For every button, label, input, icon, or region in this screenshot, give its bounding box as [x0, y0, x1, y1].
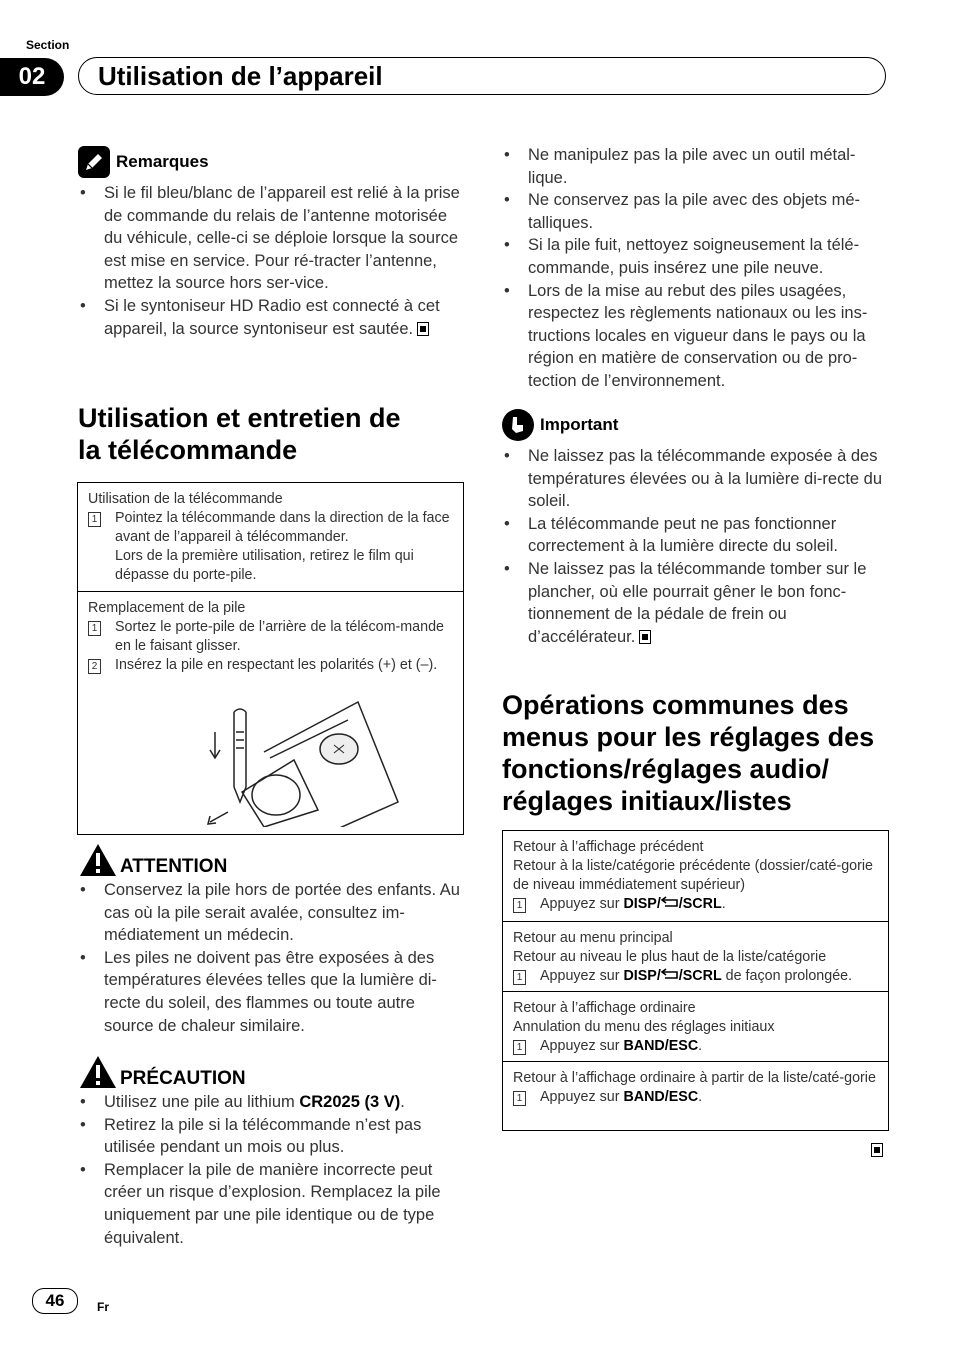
step-number: 1: [88, 621, 101, 636]
list-item: • La télécommande peut ne pas fonctionner correctement à la lumière directe du soleil.: [502, 513, 890, 558]
remarques-heading: [78, 146, 463, 178]
precaution-title: PRÉCAUTION: [120, 1068, 246, 1089]
list-item: • Lors de la mise au rebut des piles usagées, respectez les règlements nationaux ou les ins-tructions locales en vigueur dans le pays ou la région en matière de conservation ou de pro-tection de l’environnement.: [502, 280, 890, 393]
warning-triangle-icon: [78, 842, 118, 878]
precaution-block: [78, 1054, 468, 1249]
list-item: • Si le fil bleu/blanc de l’appareil est relié à la prise de commande du relais de l’antenne motorisée du véhicule, celle-ci se déploie lorsque la source est mise en service. Pour ré-tracter l’antenne, mettez la source hors ser-vice.: [78, 182, 463, 295]
important-block: [502, 409, 890, 648]
warning-triangle-icon: [78, 1054, 118, 1090]
battery-replacement-illustration: [198, 692, 438, 827]
end-mark-icon: [639, 630, 651, 644]
attention-heading: [78, 842, 468, 878]
battery-handling-block: [502, 144, 890, 393]
operation-cell: Retour à l’affichage ordinaire à partir de la liste/caté-gorie 1 Appuyez sur BAND/ESC.: [503, 1061, 888, 1130]
operations-title: Opérations communes des menus pour les réglages des fonctions/réglages audio/ réglages initiaux/listes: [502, 690, 875, 816]
step-number: 1: [88, 512, 101, 527]
step-number: 1: [513, 898, 526, 913]
important-hand-icon: [502, 409, 534, 441]
list-item: • Ne laissez pas la télécommande tomber sur le plancher, où elle pourrait gêner le bon fonc-tionnement de la pédale de frein ou d’accélérateur.: [502, 558, 890, 648]
precaution-heading: [78, 1054, 468, 1090]
procedure-step: 1 Sortez le porte-pile de l’arrière de la télécom-mande en le faisant glisser.: [88, 618, 453, 656]
end-mark-icon: [417, 322, 429, 336]
return-arrow-icon: [661, 896, 679, 908]
end-mark-icon: [871, 1143, 883, 1157]
battery-handling-list: [502, 144, 890, 393]
precaution-list: [78, 1091, 468, 1249]
list-item: • Utilisez une pile au lithium CR2025 (3 V).: [78, 1091, 468, 1114]
important-heading: [502, 409, 890, 441]
section-label: Section: [26, 38, 70, 52]
pencil-icon: [78, 146, 110, 178]
list-item: • Retirez la pile si la télécommande n’est pas utilisée pendant un mois ou plus.: [78, 1114, 468, 1159]
operation-cell: Retour à l’affichage ordinaire Annulation du menu des réglages initiaux 1 Appuyez sur BAND/ESC.: [503, 991, 888, 1061]
step-number: 2: [88, 659, 101, 674]
list-item: • Si le syntoniseur HD Radio est connecté à cet appareil, la source syntoniseur est sautée.: [78, 295, 463, 340]
procedure-cell: [78, 591, 463, 834]
procedure-cell: [78, 483, 463, 591]
list-item: • Conservez la pile hors de portée des enfants. Au cas où la pile serait avalée, consultez im-médiatement un médecin.: [78, 879, 468, 947]
operations-table: [502, 830, 889, 1131]
step-number: 1: [513, 970, 526, 985]
step-number: 1: [513, 1040, 526, 1055]
attention-block: [78, 842, 468, 1037]
entretien-title: Utilisation et entretien de la télécommande: [78, 403, 401, 465]
list-item: • Ne laissez pas la télécommande exposée à des températures élevées ou à la lumière di-recte du soleil.: [502, 445, 890, 513]
remarques-list: [78, 182, 463, 340]
list-item: • Remplacer la pile de manière incorrecte peut créer un risque d’explosion. Remplacez la pile uniquement par une pile identique ou de type équivalent.: [78, 1159, 468, 1249]
procedure-step: 2 Insérez la pile en respectant les polarités (+) et (–).: [88, 656, 453, 675]
remarques-block: [78, 146, 463, 340]
important-list: [502, 445, 890, 648]
list-item: • Les piles ne doivent pas être exposées à des températures élevées telles que la lumière di-recte du soleil, des flammes ou toute autre source de chaleur similaire.: [78, 947, 468, 1037]
section-title: Utilisation de l’appareil: [98, 61, 383, 91]
entretien-procedure-box: [77, 482, 464, 835]
procedure-heading: Utilisation de la télécommande: [88, 491, 283, 507]
step-number: 1: [513, 1091, 526, 1106]
section-number: 02: [0, 58, 64, 96]
list-item: • Ne conservez pas la pile avec des objets mé-talliques.: [502, 189, 890, 234]
return-arrow-icon: [661, 968, 679, 980]
language-code: Fr: [97, 1300, 109, 1314]
attention-title: ATTENTION: [120, 856, 228, 877]
remarques-title: Remarques: [116, 152, 209, 171]
page-number: 46: [32, 1288, 78, 1314]
procedure-step: 1 Pointez la télécommande dans la direction de la face avant de l’appareil à télécommander. Lors de la première utilisation, retirez le film qui dépasse du porte-pile.: [88, 509, 453, 585]
list-item: • Ne manipulez pas la pile avec un outil métal-lique.: [502, 144, 890, 189]
operation-cell: Retour au menu principal Retour au niveau le plus haut de la liste/catégorie 1 Appuyez sur DISP/ /SCRL de façon prolongée.: [503, 921, 888, 991]
operation-cell: Retour à l’affichage précédent Retour à la liste/catégorie précédente (dossier/caté-gorie de niveau immédiatement supérieur) 1 Appuyez sur DISP/ /SCRL.: [513, 839, 873, 912]
procedure-heading: Remplacement de la pile: [88, 600, 246, 616]
attention-list: [78, 879, 468, 1037]
important-title: Important: [540, 415, 619, 434]
list-item: • Si la pile fuit, nettoyez soigneusement la télé-commande, puis insérez une pile neuve.: [502, 234, 890, 279]
